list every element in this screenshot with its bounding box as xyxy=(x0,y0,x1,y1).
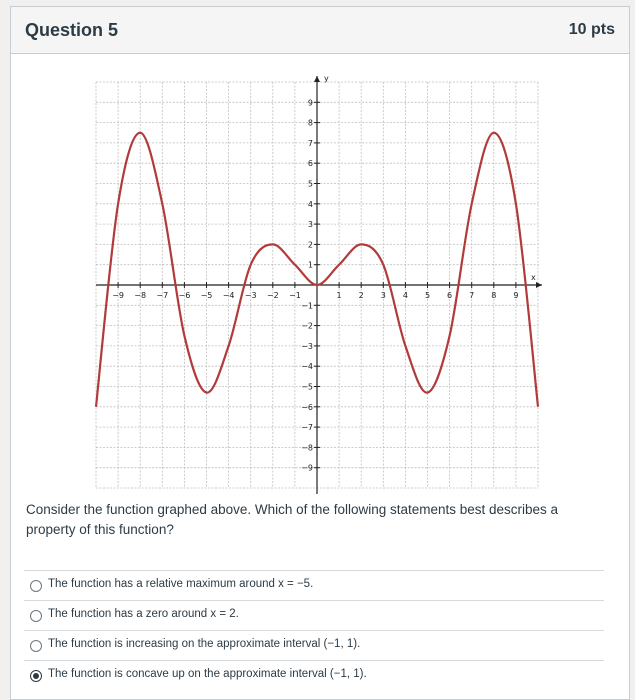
radio-icon[interactable] xyxy=(30,580,42,592)
y-tick-label: −9 xyxy=(301,463,313,473)
y-tick-label: 1 xyxy=(307,260,313,270)
y-axis-label: y xyxy=(324,74,329,83)
question-points: 10 pts xyxy=(568,21,615,38)
y-tick-label: −5 xyxy=(301,382,313,392)
y-tick-label: 6 xyxy=(307,159,313,169)
y-axis-arrow-icon xyxy=(314,76,320,82)
x-tick-label: 6 xyxy=(447,291,453,300)
x-tick-label: −3 xyxy=(244,291,257,300)
x-tick-label: 5 xyxy=(424,291,431,300)
x-tick-label: −6 xyxy=(178,291,191,300)
y-tick-label: −3 xyxy=(301,341,313,351)
x-axis-label: x xyxy=(531,273,536,282)
answer-label: The function has a zero around x = 2. xyxy=(48,608,239,620)
radio-selected-icon[interactable] xyxy=(30,670,42,682)
graph-svg xyxy=(86,72,548,498)
y-tick-label: −4 xyxy=(301,362,313,372)
x-tick-label: −5 xyxy=(200,291,213,300)
x-tick-label: 2 xyxy=(358,291,364,300)
question-header xyxy=(11,7,629,54)
y-tick-label: −2 xyxy=(301,321,313,331)
x-tick-label: −2 xyxy=(266,291,279,300)
x-tick-label: −7 xyxy=(156,291,169,300)
y-tick-label: 3 xyxy=(307,220,313,230)
answer-label: The function is concave up on the approximate interval (−1, 1). xyxy=(48,668,367,680)
y-tick-label: 2 xyxy=(307,240,313,250)
x-tick-label: −4 xyxy=(222,291,235,300)
answer-option-4[interactable] xyxy=(24,660,604,688)
x-tick-label: 1 xyxy=(336,291,342,300)
x-tick-label: 4 xyxy=(402,291,408,300)
y-tick-label: −8 xyxy=(301,443,313,453)
question-title: Question 5 xyxy=(25,20,119,40)
radio-icon[interactable] xyxy=(30,640,42,652)
answer-label: The function has a relative maximum around x = −5. xyxy=(48,578,314,590)
x-tick-label: 9 xyxy=(513,291,519,300)
x-tick-label: 7 xyxy=(469,291,475,300)
y-tick-label: 4 xyxy=(307,199,313,209)
x-tick-label: −9 xyxy=(112,291,124,300)
answer-label: The function is increasing on the approximate interval (−1, 1). xyxy=(48,638,361,650)
x-tick-label: −1 xyxy=(289,291,301,300)
answer-option-2[interactable] xyxy=(24,600,604,628)
x-tick-label: −8 xyxy=(134,291,147,300)
x-tick-label: 8 xyxy=(491,291,497,300)
radio-icon[interactable] xyxy=(30,610,42,622)
y-tick-label: −6 xyxy=(301,402,313,412)
answer-option-1[interactable] xyxy=(24,570,604,598)
x-axis-arrow-icon xyxy=(536,282,542,288)
y-tick-label: −7 xyxy=(301,423,313,433)
x-tick-label: 3 xyxy=(380,291,386,300)
y-tick-label: 7 xyxy=(307,138,313,148)
y-tick-label: −1 xyxy=(301,301,313,311)
y-tick-label: 9 xyxy=(307,98,313,108)
y-tick-label: 8 xyxy=(307,118,313,128)
answer-option-3[interactable] xyxy=(24,630,604,658)
question-text: Consider the function graphed above. Which of the following statements best describes a property of this function? xyxy=(26,502,559,537)
y-tick-label: 5 xyxy=(307,179,313,189)
function-graph xyxy=(86,72,548,498)
